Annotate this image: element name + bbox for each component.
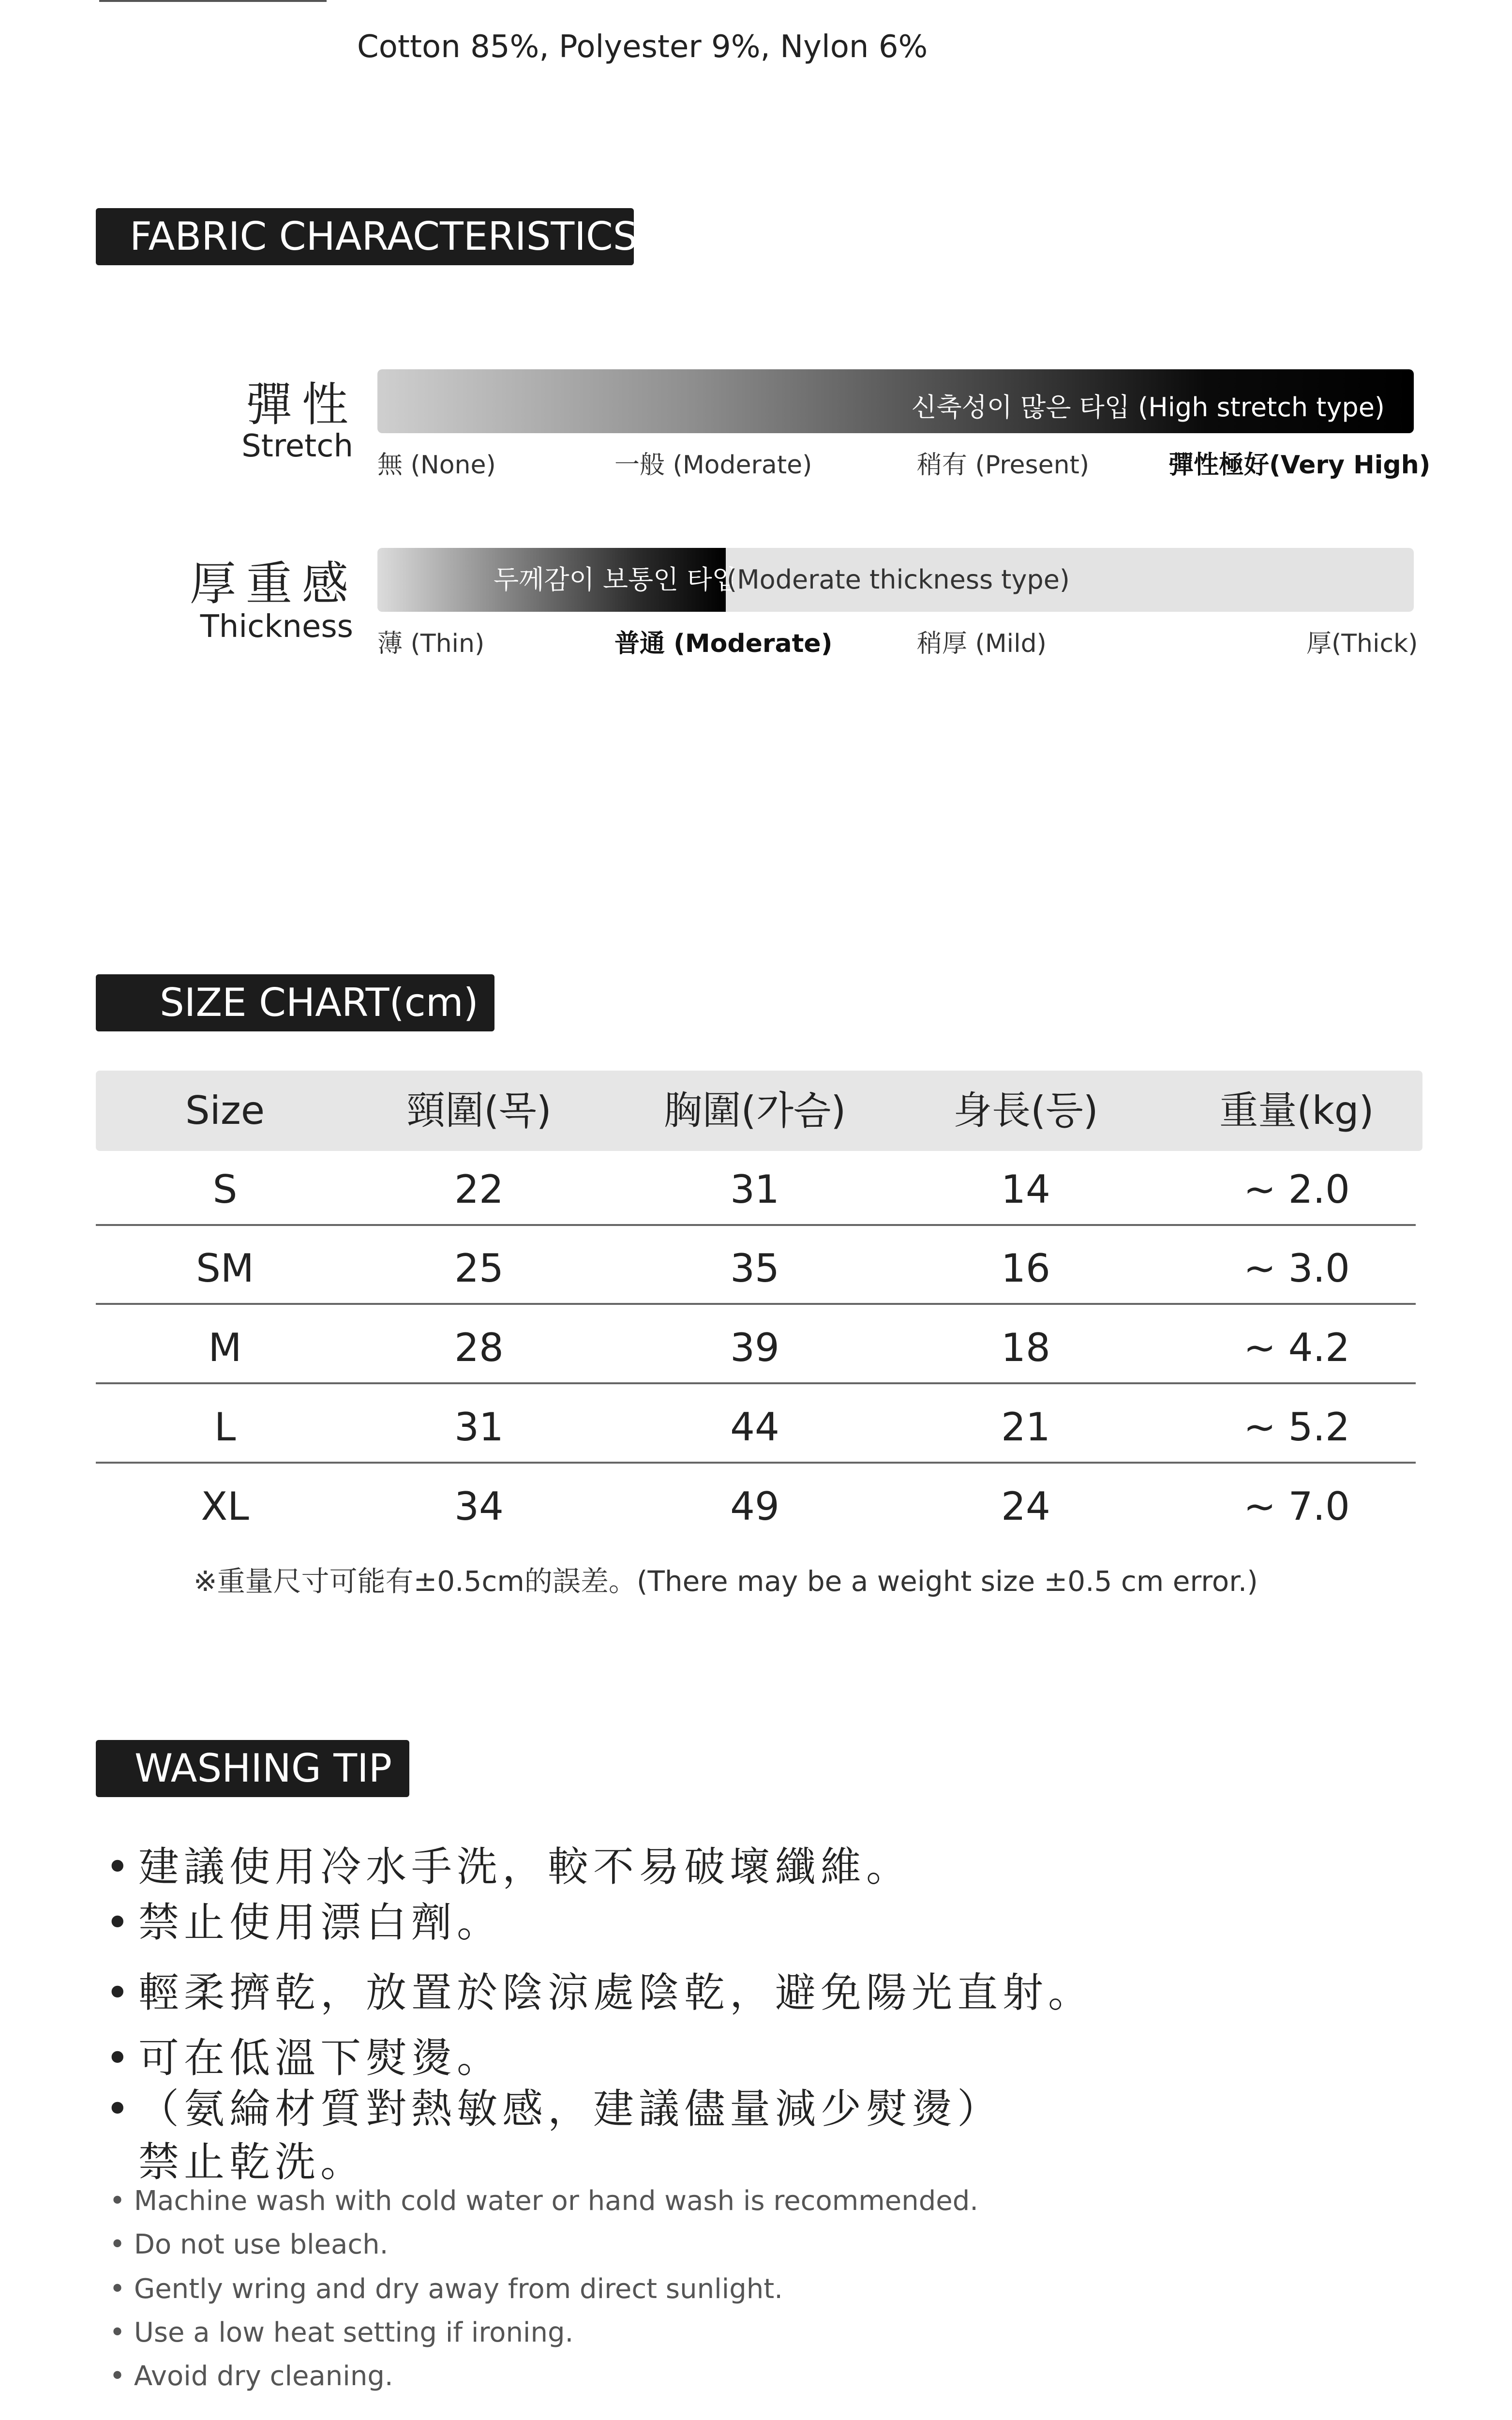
cell-size: SM [196, 1246, 254, 1291]
fabric-composition: Cotton 85%, Polyester 9%, Nylon 6% [357, 29, 928, 65]
stretch-scale-very-high: 彈性極好(Very High) [1168, 451, 1431, 480]
cell-length: 18 [1001, 1325, 1050, 1370]
wash-tip-cjk-5: • （氨綸材質對熱敏感，建議儘量減少熨燙） [105, 2085, 1003, 2133]
wash-tip-en-5: • Avoid dry cleaning. [109, 2360, 393, 2392]
cell-chest: 35 [730, 1246, 779, 1291]
bullet-icon: • [105, 1969, 135, 2016]
cell-length: 14 [1001, 1167, 1050, 1212]
cell-length: 21 [1001, 1405, 1050, 1450]
cell-neck: 22 [454, 1167, 504, 1212]
cell-weight: ~ 3.0 [1243, 1246, 1350, 1291]
fabric-characteristics-title: FABRIC CHARACTERISTICS [96, 208, 634, 265]
cell-chest: 44 [730, 1405, 779, 1450]
wash-tip-cjk-3: • 輕柔擠乾，放置於陰涼處陰乾，避免陽光直射。 [105, 1969, 1094, 2016]
wash-tip-cjk-4: • 可在低溫下熨燙。 [105, 2034, 503, 2082]
cell-weight: ~ 5.2 [1243, 1405, 1350, 1450]
wash-tip-cjk-1: • 建議使用冷水手洗，較不易破壞纖維。 [105, 1843, 912, 1891]
thickness-label-cjk: 厚重感 [190, 557, 358, 611]
wash-tip-en-4: • Use a low heat setting if ironing. [109, 2317, 574, 2348]
cell-chest: 31 [730, 1167, 779, 1212]
cell-size: XL [201, 1484, 249, 1529]
cell-neck: 34 [454, 1484, 504, 1529]
cell-neck: 31 [454, 1405, 504, 1450]
cell-neck: 28 [454, 1325, 504, 1370]
washing-tip-title: WASHING TIP [96, 1740, 409, 1797]
stretch-bar-text: 신축성이 많은 타입 (High stretch type) [911, 392, 1385, 423]
row-divider [96, 1382, 1416, 1384]
cell-chest: 49 [730, 1484, 779, 1529]
bullet-icon: • [105, 1899, 135, 1946]
cell-size: M [208, 1325, 242, 1370]
cell-chest: 39 [730, 1325, 779, 1370]
row-divider [96, 1224, 1416, 1226]
bullet-icon: • [105, 2085, 135, 2133]
stretch-label-cjk: 彈性 [246, 378, 358, 432]
wash-tip-cjk-6: 禁止乾洗。 [138, 2138, 366, 2186]
bullet-icon: • [105, 1843, 135, 1891]
stretch-bar [377, 369, 1414, 433]
thickness-scale-moderate: 普通 (Moderate) [614, 629, 833, 658]
top-divider [99, 0, 327, 2]
cell-weight: ~ 7.0 [1243, 1484, 1350, 1529]
cell-size: S [212, 1167, 238, 1212]
thickness-label-en: Thickness [200, 609, 353, 645]
cell-length: 24 [1001, 1484, 1050, 1529]
header-chest: 胸圍(가슴) [663, 1088, 846, 1133]
thickness-bar-text-en: (Moderate thickness type) [727, 564, 1070, 595]
thickness-bar-text-kr: 두께감이 보통인 타입 [494, 564, 737, 595]
thickness-scale-mild: 稍厚 (Mild) [917, 629, 1047, 658]
bullet-icon: • [105, 2034, 135, 2082]
size-chart-title: SIZE CHART(cm) [96, 974, 494, 1031]
thickness-scale-thick: 厚(Thick) [1306, 629, 1418, 658]
cell-length: 16 [1001, 1246, 1050, 1291]
row-divider [96, 1303, 1416, 1305]
wash-tip-en-3: • Gently wring and dry away from direct sunlight. [109, 2273, 783, 2305]
stretch-scale-none: 無 (None) [377, 451, 496, 480]
wash-tip-en-2: • Do not use bleach. [109, 2229, 389, 2260]
row-divider [96, 1462, 1416, 1464]
cell-weight: ~ 2.0 [1243, 1167, 1350, 1212]
thickness-bar [377, 548, 1414, 612]
cell-weight: ~ 4.2 [1243, 1325, 1350, 1370]
header-neck: 頸圍(목) [406, 1088, 552, 1133]
header-length: 身長(등) [953, 1088, 1098, 1133]
cell-neck: 25 [454, 1246, 504, 1291]
cell-size: L [214, 1405, 236, 1450]
size-chart-note: ※重量尺寸可能有±0.5cm的誤差。(There may be a weight size ±0.5 cm error.) [194, 1565, 1258, 1598]
stretch-scale-moderate: 一般 (Moderate) [614, 451, 812, 480]
header-weight: 重量(kg) [1219, 1088, 1374, 1133]
header-size: Size [185, 1088, 265, 1133]
wash-tip-en-1: • Machine wash with cold water or hand wash is recommended. [109, 2185, 979, 2217]
stretch-label-en: Stretch [241, 428, 353, 464]
stretch-scale-present: 稍有 (Present) [917, 451, 1090, 480]
thickness-scale-thin: 薄 (Thin) [377, 629, 485, 658]
wash-tip-cjk-2: • 禁止使用漂白劑。 [105, 1899, 503, 1946]
